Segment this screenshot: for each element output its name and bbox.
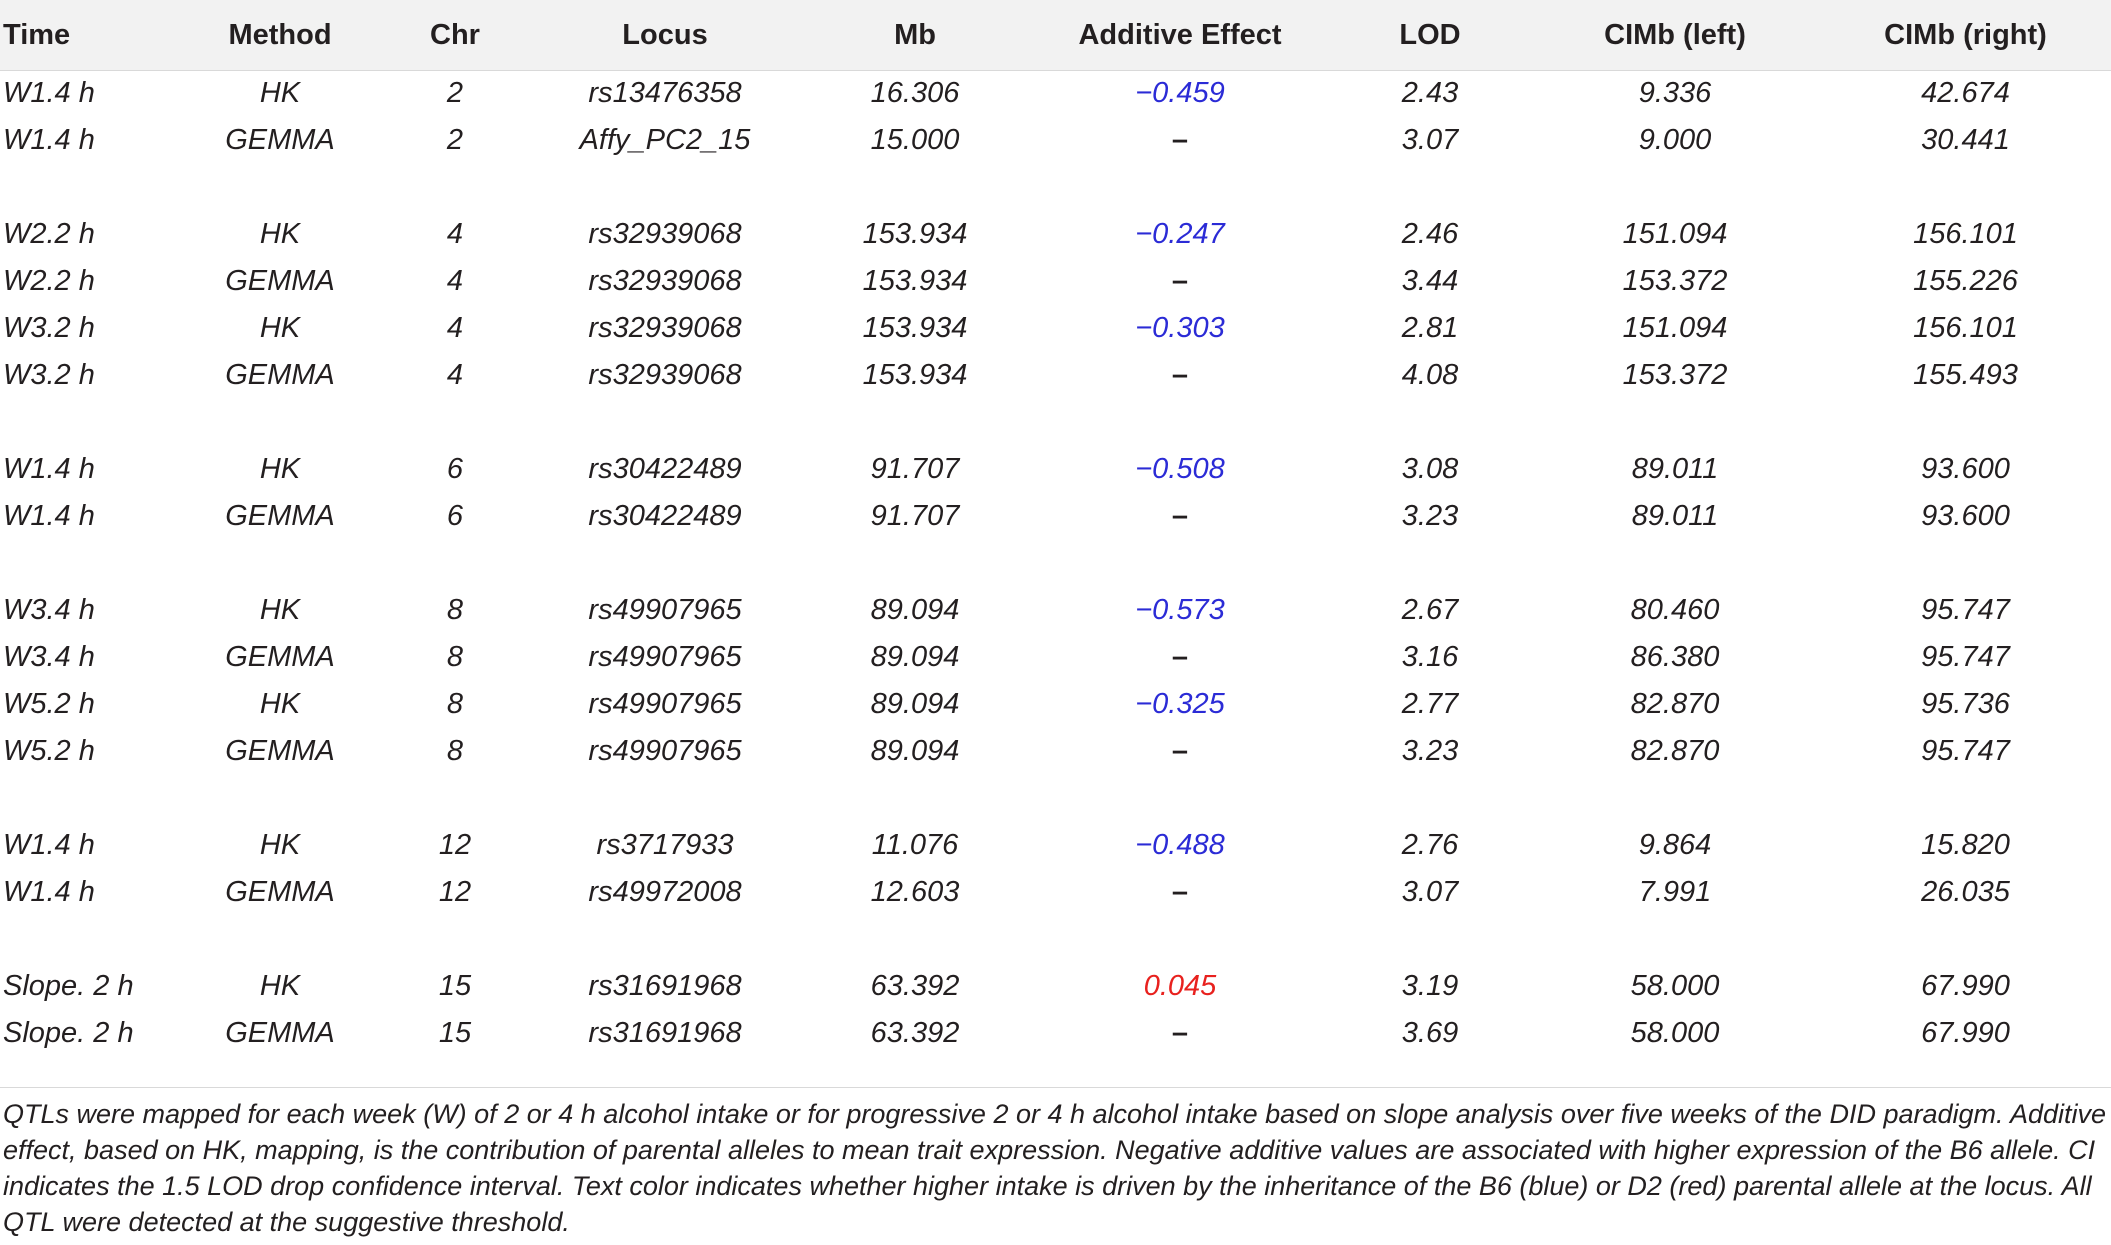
cell-method: GEMMA <box>225 265 335 297</box>
cell-mb: 15.000 <box>870 124 960 156</box>
header-ci-left: CIMb (left) <box>1604 18 1746 51</box>
header-mb: Mb <box>894 18 936 51</box>
header-ci-right: CIMb (right) <box>1884 18 2047 51</box>
cell-method: GEMMA <box>225 735 335 767</box>
cell-ci-right: 155.493 <box>1913 359 2018 391</box>
cell-ci-left: 151.094 <box>1622 218 1728 250</box>
cell-ci-left: 86.380 <box>1630 641 1720 673</box>
cell-lod: 3.07 <box>1401 124 1459 156</box>
cell-time: W1.4 h <box>3 829 95 861</box>
table-row <box>0 587 2111 634</box>
header-time: Time <box>3 18 71 51</box>
cell-ci-left: 7.991 <box>1638 876 1712 908</box>
spacer-cell <box>0 164 2111 211</box>
cell-ci-right: 67.990 <box>1921 970 2010 1002</box>
cell-ci-left: 9.864 <box>1638 829 1712 861</box>
cell-additive-effect: −0.488 <box>1135 829 1225 861</box>
cell-method: GEMMA <box>225 876 335 908</box>
cell-chr: 8 <box>446 594 464 626</box>
cell-chr: 2 <box>446 77 464 109</box>
cell-time: W1.4 h <box>3 453 95 485</box>
cell-lod: 3.07 <box>1401 876 1459 908</box>
cell-method: GEMMA <box>225 500 335 532</box>
cell-time: W5.2 h <box>3 735 95 767</box>
cell-ci-right: 95.747 <box>1921 594 2010 626</box>
cell-additive-effect: – <box>1171 735 1189 767</box>
cell-time: W1.4 h <box>3 77 95 109</box>
cell-chr: 4 <box>446 312 464 344</box>
cell-lod: 4.08 <box>1401 359 1459 391</box>
table-row <box>0 634 2111 681</box>
cell-ci-right: 42.674 <box>1921 77 2010 109</box>
cell-method: GEMMA <box>225 641 335 673</box>
cell-time: W3.2 h <box>3 359 95 391</box>
cell-method: GEMMA <box>225 1017 335 1049</box>
cell-mb: 153.934 <box>862 312 968 344</box>
cell-locus: rs32939068 <box>588 218 742 250</box>
cell-lod: 3.69 <box>1401 1017 1459 1049</box>
spacer-cell <box>0 775 2111 822</box>
cell-locus: rs49907965 <box>588 641 742 673</box>
cell-mb: 91.707 <box>870 500 960 532</box>
cell-locus: Affy_PC2_15 <box>579 124 751 156</box>
cell-mb: 11.076 <box>871 829 959 861</box>
cell-chr: 12 <box>438 876 472 908</box>
cell-mb: 16.306 <box>870 77 960 109</box>
cell-ci-left: 82.870 <box>1630 688 1720 720</box>
cell-method: HK <box>259 829 301 861</box>
cell-chr: 12 <box>438 829 472 861</box>
cell-ci-right: 93.600 <box>1921 500 2010 532</box>
table-row <box>0 681 2111 728</box>
cell-locus: rs49907965 <box>588 735 742 767</box>
cell-mb: 153.934 <box>862 265 968 297</box>
cell-chr: 4 <box>446 218 464 250</box>
header-chr: Chr <box>430 18 480 51</box>
cell-lod: 2.77 <box>1401 688 1459 720</box>
cell-chr: 8 <box>446 641 464 673</box>
table-row <box>0 822 2111 869</box>
cell-mb: 63.392 <box>870 970 960 1002</box>
cell-lod: 3.19 <box>1401 970 1459 1002</box>
cell-locus: rs32939068 <box>588 312 742 344</box>
cell-additive-effect: −0.573 <box>1135 594 1225 626</box>
cell-chr: 6 <box>446 500 464 532</box>
cell-lod: 3.23 <box>1401 735 1459 767</box>
cell-additive-effect: – <box>1171 876 1189 908</box>
cell-time: W1.4 h <box>3 124 95 156</box>
group-spacer <box>0 164 2111 211</box>
cell-time: Slope. 2 h <box>3 970 134 1002</box>
cell-mb: 153.934 <box>862 218 968 250</box>
cell-ci-right: 156.101 <box>1913 218 2018 250</box>
cell-ci-left: 153.372 <box>1622 265 1728 297</box>
cell-method: HK <box>259 970 301 1002</box>
cell-chr: 8 <box>446 735 464 767</box>
cell-ci-left: 89.011 <box>1631 453 1719 485</box>
cell-lod: 2.76 <box>1401 829 1459 861</box>
header-locus: Locus <box>622 18 708 51</box>
cell-ci-left: 58.000 <box>1630 970 1720 1002</box>
cell-method: HK <box>259 77 301 109</box>
cell-chr: 15 <box>438 970 472 1002</box>
cell-mb: 12.603 <box>870 876 960 908</box>
cell-lod: 3.08 <box>1401 453 1459 485</box>
cell-mb: 63.392 <box>870 1017 960 1049</box>
cell-locus: rs31691968 <box>588 1017 742 1049</box>
table-bottom-rule <box>0 1087 2111 1088</box>
cell-method: HK <box>259 688 301 720</box>
cell-additive-effect: −0.247 <box>1135 218 1225 250</box>
cell-ci-right: 67.990 <box>1921 1017 2010 1049</box>
cell-additive-effect: – <box>1171 359 1189 391</box>
table-row <box>0 117 2111 164</box>
cell-time: Slope. 2 h <box>3 1017 134 1049</box>
group-spacer <box>0 540 2111 587</box>
cell-lod: 2.67 <box>1401 594 1459 626</box>
cell-additive-effect: – <box>1171 641 1189 673</box>
table-row <box>0 70 2111 117</box>
cell-chr: 6 <box>446 453 464 485</box>
cell-time: W1.4 h <box>3 500 95 532</box>
cell-chr: 2 <box>446 124 464 156</box>
table-row <box>0 869 2111 916</box>
cell-locus: rs32939068 <box>588 359 742 391</box>
cell-additive-effect: −0.508 <box>1135 453 1225 485</box>
header-method: Method <box>228 18 332 51</box>
cell-ci-right: 95.747 <box>1921 735 2010 767</box>
header-lod: LOD <box>1399 18 1461 51</box>
cell-locus: rs49907965 <box>588 688 742 720</box>
header-row <box>0 0 2111 70</box>
cell-method: HK <box>259 312 301 344</box>
cell-additive-effect: −0.459 <box>1135 77 1225 109</box>
cell-locus: rs49972008 <box>588 876 742 908</box>
group-spacer <box>0 916 2111 963</box>
cell-chr: 15 <box>438 1017 472 1049</box>
cell-time: W3.2 h <box>3 312 95 344</box>
cell-mb: 89.094 <box>870 594 960 626</box>
cell-ci-left: 58.000 <box>1630 1017 1720 1049</box>
cell-time: W3.4 h <box>3 594 95 626</box>
cell-time: W3.4 h <box>3 641 95 673</box>
cell-lod: 3.16 <box>1401 641 1459 673</box>
cell-ci-left: 82.870 <box>1630 735 1720 767</box>
table-row <box>0 963 2111 1010</box>
cell-mb: 153.934 <box>862 359 968 391</box>
cell-additive-effect: −0.303 <box>1135 312 1225 344</box>
header-additive-effect: Additive Effect <box>1078 18 1282 51</box>
table-row <box>0 258 2111 305</box>
cell-locus: rs49907965 <box>588 594 742 626</box>
cell-additive-effect: −0.325 <box>1135 688 1225 720</box>
cell-chr: 4 <box>446 359 464 391</box>
cell-method: GEMMA <box>225 124 335 156</box>
spacer-cell <box>0 399 2111 446</box>
cell-method: HK <box>259 218 301 250</box>
table-row <box>0 446 2111 493</box>
cell-chr: 4 <box>446 265 464 297</box>
table-row <box>0 1010 2111 1057</box>
table-row <box>0 493 2111 540</box>
cell-ci-right: 95.736 <box>1921 688 2010 720</box>
group-spacer <box>0 775 2111 822</box>
cell-additive-effect: – <box>1171 1017 1189 1049</box>
cell-method: GEMMA <box>225 359 335 391</box>
cell-method: HK <box>259 453 301 485</box>
cell-time: W2.2 h <box>3 218 95 250</box>
cell-locus: rs13476358 <box>588 77 742 109</box>
cell-time: W5.2 h <box>3 688 95 720</box>
cell-additive-effect: – <box>1171 500 1189 532</box>
cell-locus: rs30422489 <box>588 500 742 532</box>
cell-lod: 2.81 <box>1401 312 1459 344</box>
table-row <box>0 305 2111 352</box>
cell-ci-left: 9.000 <box>1638 124 1712 156</box>
cell-method: HK <box>259 594 301 626</box>
cell-ci-right: 26.035 <box>1921 876 2010 908</box>
table-row <box>0 728 2111 775</box>
cell-ci-right: 30.441 <box>1921 124 2010 156</box>
cell-additive-effect: – <box>1171 265 1189 297</box>
cell-mb: 89.094 <box>870 641 960 673</box>
cell-lod: 2.46 <box>1401 218 1459 250</box>
cell-ci-right: 155.226 <box>1913 265 2018 297</box>
spacer-cell <box>0 916 2111 963</box>
cell-ci-left: 89.011 <box>1631 500 1719 532</box>
cell-locus: rs31691968 <box>588 970 742 1002</box>
cell-locus: rs32939068 <box>588 265 742 297</box>
table-row <box>0 352 2111 399</box>
table-body <box>0 70 2111 1057</box>
cell-time: W1.4 h <box>3 876 95 908</box>
cell-mb: 89.094 <box>870 688 960 720</box>
spacer-cell <box>0 540 2111 587</box>
cell-additive-effect: – <box>1171 124 1189 156</box>
cell-mb: 91.707 <box>870 453 960 485</box>
cell-ci-left: 9.336 <box>1638 77 1712 109</box>
cell-ci-left: 151.094 <box>1622 312 1728 344</box>
cell-time: W2.2 h <box>3 265 95 297</box>
group-spacer <box>0 399 2111 446</box>
table-footnote <box>3 1096 2107 1240</box>
cell-ci-right: 156.101 <box>1913 312 2018 344</box>
cell-lod: 2.43 <box>1401 77 1459 109</box>
cell-ci-left: 153.372 <box>1622 359 1728 391</box>
cell-ci-right: 93.600 <box>1921 453 2010 485</box>
footnote-text: QTLs were mapped for each week (W) of 2 or 4 h alcohol intake or for progressive 2 or 4 h alcohol intake based on slope analysis over five weeks of the DID paradigm. Additive effect, based on HK, mapping, is the contribution of parental alleles to mean trait expression. Negative additive values are associated with higher expression of the B6 allele. CI indicates the 1.5 LOD drop confidence interval. Text color indicates whether higher intake is driven by the inheritance of the B6 (blue) or D2 (red) parental allele at the locus. All QTL were detected at the suggestive threshold. <box>3 1099 2107 1237</box>
cell-mb: 89.094 <box>870 735 960 767</box>
table-row <box>0 211 2111 258</box>
cell-ci-right: 15.820 <box>1921 829 2010 861</box>
cell-ci-right: 95.747 <box>1921 641 2010 673</box>
cell-locus: rs30422489 <box>588 453 742 485</box>
cell-lod: 3.44 <box>1401 265 1459 297</box>
cell-lod: 3.23 <box>1401 500 1459 532</box>
cell-ci-left: 80.460 <box>1630 594 1720 626</box>
cell-chr: 8 <box>446 688 464 720</box>
cell-locus: rs3717933 <box>596 829 734 861</box>
cell-additive-effect: 0.045 <box>1143 970 1217 1002</box>
